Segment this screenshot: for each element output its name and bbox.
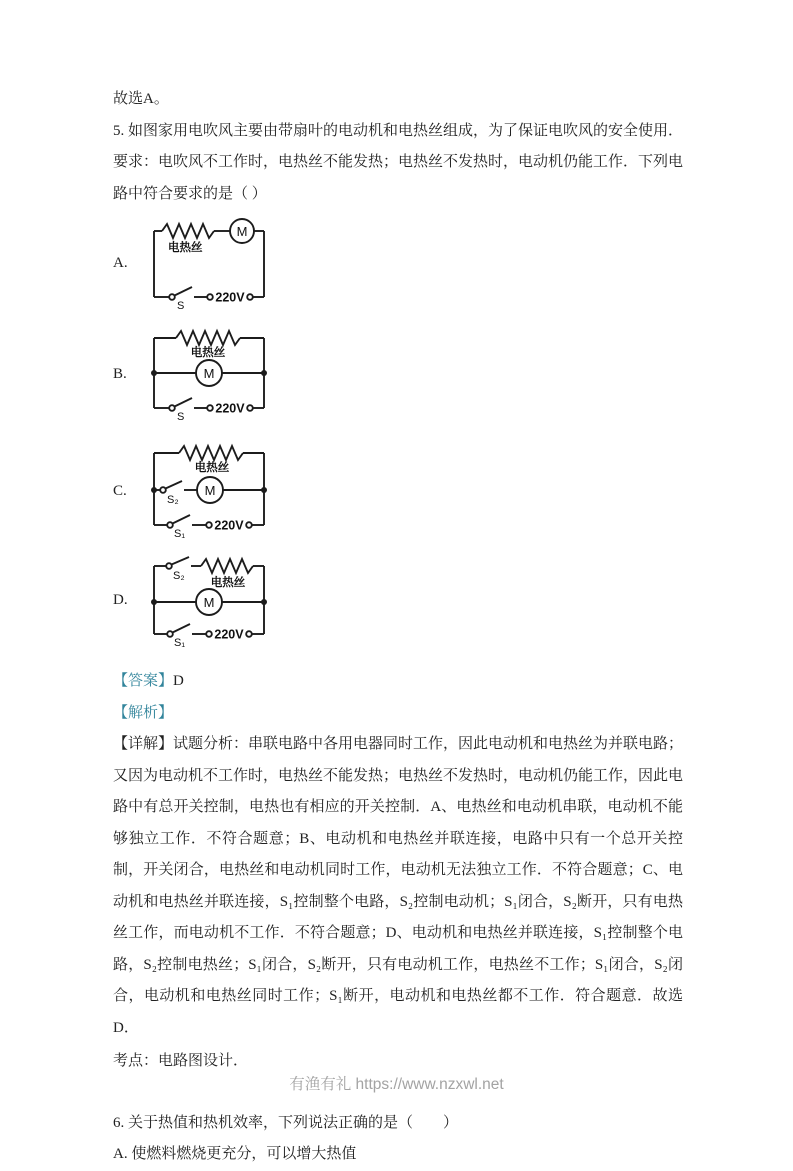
- option-a-label: A.: [113, 255, 128, 271]
- page-content: [113, 0, 683, 1171]
- analysis-tag: 【解析】: [113, 704, 174, 721]
- question5-stem: 5. 如图家用电吹风主要由带扇叶的电动机和电热丝组成，为了保证电吹风的安全使用．要求：电吹风不工作时，电热丝不能发热；电热丝不发热时，电动机仍能工作．下列电路中符合要求的是（ ）: [113, 122, 684, 202]
- motor-label: M: [204, 483, 216, 498]
- motor-icon: [151, 589, 267, 615]
- motor-label: M: [203, 366, 215, 381]
- question6-stem: 6. 关于热值和热机效率，下列说法正确的是（ ）: [113, 1114, 459, 1131]
- option-row-a: [113, 215, 683, 312]
- switch-icon: [154, 398, 192, 423]
- watermark-footer: 有渔有礼 https://www.nzxwl.net: [289, 1076, 504, 1093]
- power-plug-icon: [194, 291, 264, 305]
- voltage-label: 220V: [215, 401, 245, 416]
- switch-icon: [154, 287, 192, 312]
- switch1-icon: [154, 624, 190, 649]
- resistor-icon: [191, 559, 264, 573]
- motor-icon: [184, 477, 267, 503]
- resistor-icon: [154, 446, 264, 460]
- heater-label: 电热丝: [210, 577, 246, 589]
- switch-label: S: [177, 411, 185, 423]
- switch2-icon: [154, 557, 189, 582]
- exam-point-line: 考点：电路图设计．: [113, 1053, 249, 1069]
- power-plug-icon: [192, 519, 264, 533]
- heater-label: 电热丝: [190, 347, 226, 359]
- option-row-b: [113, 326, 683, 423]
- switch2-label: S₂: [167, 494, 179, 506]
- circuit-diagram-a: [146, 215, 272, 312]
- option-d-label: D.: [113, 592, 128, 608]
- resistor-icon: [154, 224, 230, 238]
- heater-label: 电热丝: [194, 462, 230, 474]
- switch-label: S: [177, 300, 185, 312]
- previous-answer-line: 故选A。: [113, 91, 169, 107]
- voltage-label: 220V: [214, 518, 244, 533]
- option-row-d: [113, 552, 683, 649]
- power-plug-icon: [192, 628, 264, 642]
- detail-explanation: 【详解】试题分析：串联电路中各用电器同时工作，因此电动机和电热丝为并联电路；又因为电动机不工作时，电热丝不能发热；电热丝不发热时，电动机仍能工作，因此电路中有总开关控制，电热也有相应的开关控制．A、电热丝和电动机串联，电动机不能够独立工作．不符合题意；B、电动机和电热丝并联连接，电路中只有一个总开关控制，开关闭合，电热丝和电动机同时工作，电动机无法独立工作．不符合题意；C、电动机和电热丝并联连接，S₁控制整个电路，S₂控制电动机；S₁闭合，S₂断开，只有电热丝工作，而电动机不工作．不符合题意；D、电动机和电热丝并联连接，S₁控制整个电路，S₂控制电热丝；S₁闭合，S₂断开，只有电动机工作，电热丝不工作；S₁闭合，S₂闭合，电动机和电热丝同时工作；S₁断开，电动机和电热丝都不工作．符合题意．故选D．: [113, 736, 684, 1036]
- switch1-icon: [154, 515, 190, 540]
- question6-option-a: A. 使燃料燃烧更充分，可以增大热值: [113, 1146, 357, 1162]
- circuit-diagram-b: [146, 326, 272, 423]
- answer-tag: 【答案】: [113, 673, 174, 689]
- voltage-label: 220V: [215, 290, 245, 305]
- motor-icon: [230, 219, 264, 243]
- switch2-icon: [151, 481, 182, 506]
- motor-label: M: [203, 595, 215, 610]
- heater-label: 电热丝: [168, 242, 203, 254]
- switch1-label: S₁: [174, 637, 186, 649]
- circuit-diagram-d: [146, 552, 272, 649]
- voltage-label: 220V: [214, 627, 244, 642]
- switch2-label: S₂: [173, 570, 185, 582]
- resistor-icon: [154, 331, 264, 345]
- switch1-label: S₁: [174, 528, 186, 540]
- option-b-label: B.: [113, 366, 127, 382]
- motor-label: M: [236, 224, 248, 239]
- motor-icon: [151, 360, 267, 386]
- option-c-label: C.: [113, 483, 127, 499]
- option-row-c: [113, 443, 683, 540]
- circuit-diagram-c: [146, 443, 272, 540]
- power-plug-icon: [194, 402, 264, 416]
- answer-value: D: [173, 673, 184, 689]
- answer-line: [113, 666, 683, 698]
